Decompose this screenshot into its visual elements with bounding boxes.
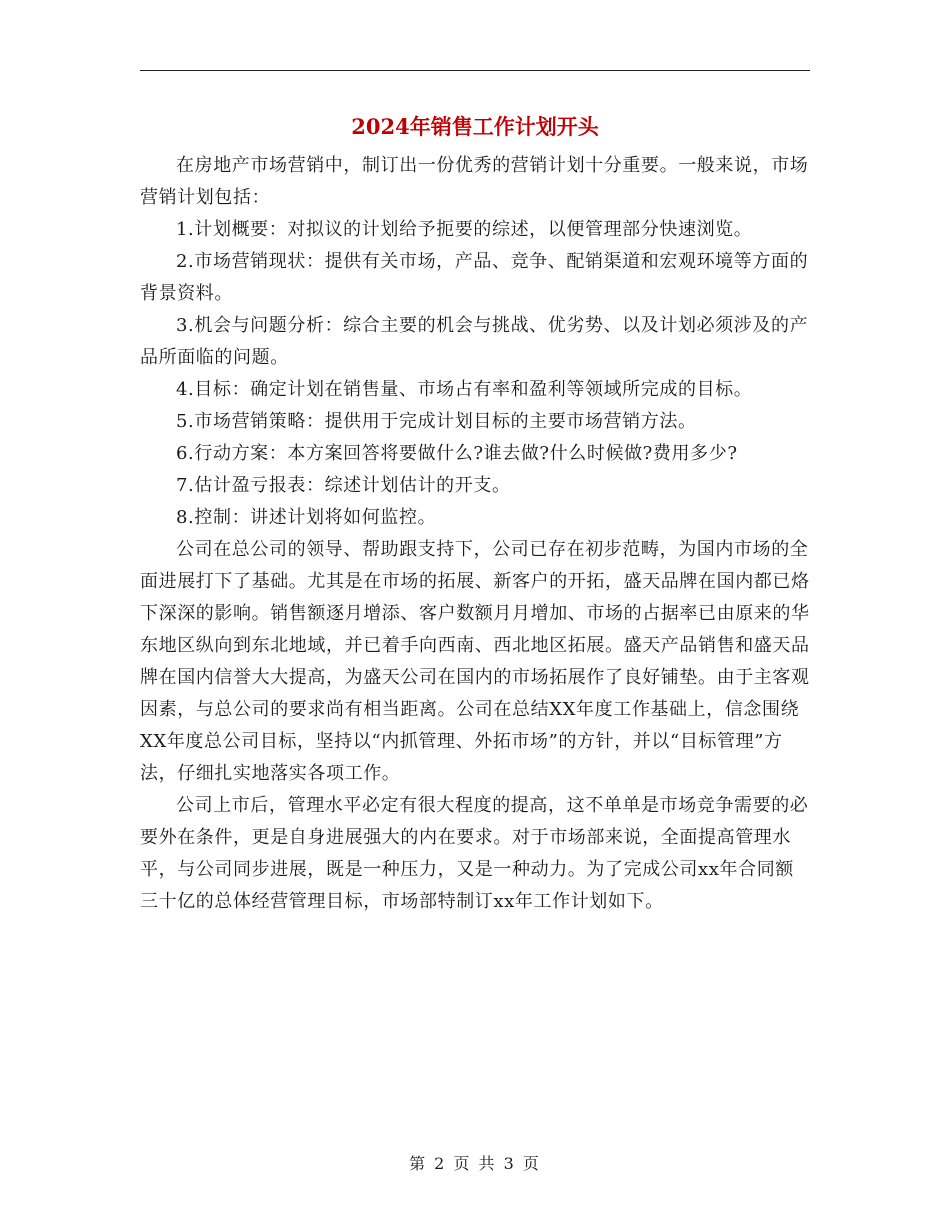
paragraph-item-5: 5.市场营销策略：提供用于完成计划目标的主要市场营销方法。 — [176, 411, 697, 432]
paragraph-listing-plan: 公司上市后，管理水平必定有很大程度的提高，这不单单是市场竞争需要的必要外在条件，更是自身进展强大的内在要求。对于市场部来说，全面提高管理水平，与公司同步进展，既是一种压力，又是一种动力。为了完成公司xx年合同额三十亿的总体经营管理目标，市场部特制订xx年工作计划如下。 — [140, 795, 809, 912]
paragraph-item-7: 7.估计盈亏报表：综述计划估计的开支。 — [176, 475, 511, 496]
paragraph-item-3: 3.机会与问题分析：综合主要的机会与挑战、优劣势、以及计划必须涉及的产品所面临的问题。 — [140, 315, 809, 368]
paragraph-company-status: 公司在总公司的领导、帮助跟支持下，公司已存在初步范畴，为国内市场的全面进展打下了基础。尤其是在市场的拓展、新客户的开拓，盛天品牌在国内都已烙下深深的影响。销售额逐月增添、客户数额月月增加、市场的占据率已由原来的华东地区纵向到东北地域，并已着手向西南、西北地区拓展。盛天产品销售和盛天品牌在国内信誉大大提高，为盛天公司在国内的市场拓展作了良好铺垫。由于主客观因素，与总公司的要求尚有相当距离。公司在总结XX年度工作基础上，信念围绕XX年度总公司目标，坚持以“内抓管理、外拓市场”的方针，并以“目标管理”方法，仔细扎实地落实各项工作。 — [140, 539, 810, 784]
header-rule — [140, 70, 810, 71]
paragraph-item-2: 2.市场营销现状：提供有关市场，产品、竞争、配销渠道和宏观环境等方面的背景资料。 — [140, 251, 809, 304]
document-title: 2024年销售工作计划开头 — [351, 114, 599, 139]
paragraph-item-6: 6.行动方案：本方案回答将要做什么?谁去做?什么时候做?费用多少? — [176, 443, 738, 464]
paragraph-item-8: 8.控制：讲述计划将如何监控。 — [176, 507, 437, 528]
paragraph-intro: 在房地产市场营销中，制订出一份优秀的营销计划十分重要。一般来说，市场营销计划包括： — [140, 155, 809, 208]
paragraph-item-4: 4.目标：确定计划在销售量、市场占有率和盈利等领域所完成的目标。 — [176, 379, 753, 400]
page-number-footer: 第 2 页 共 3 页 — [409, 1154, 541, 1173]
document-body — [140, 150, 810, 918]
paragraph-item-1: 1.计划概要：对拟议的计划给予扼要的综述，以便管理部分快速浏览。 — [176, 219, 753, 240]
